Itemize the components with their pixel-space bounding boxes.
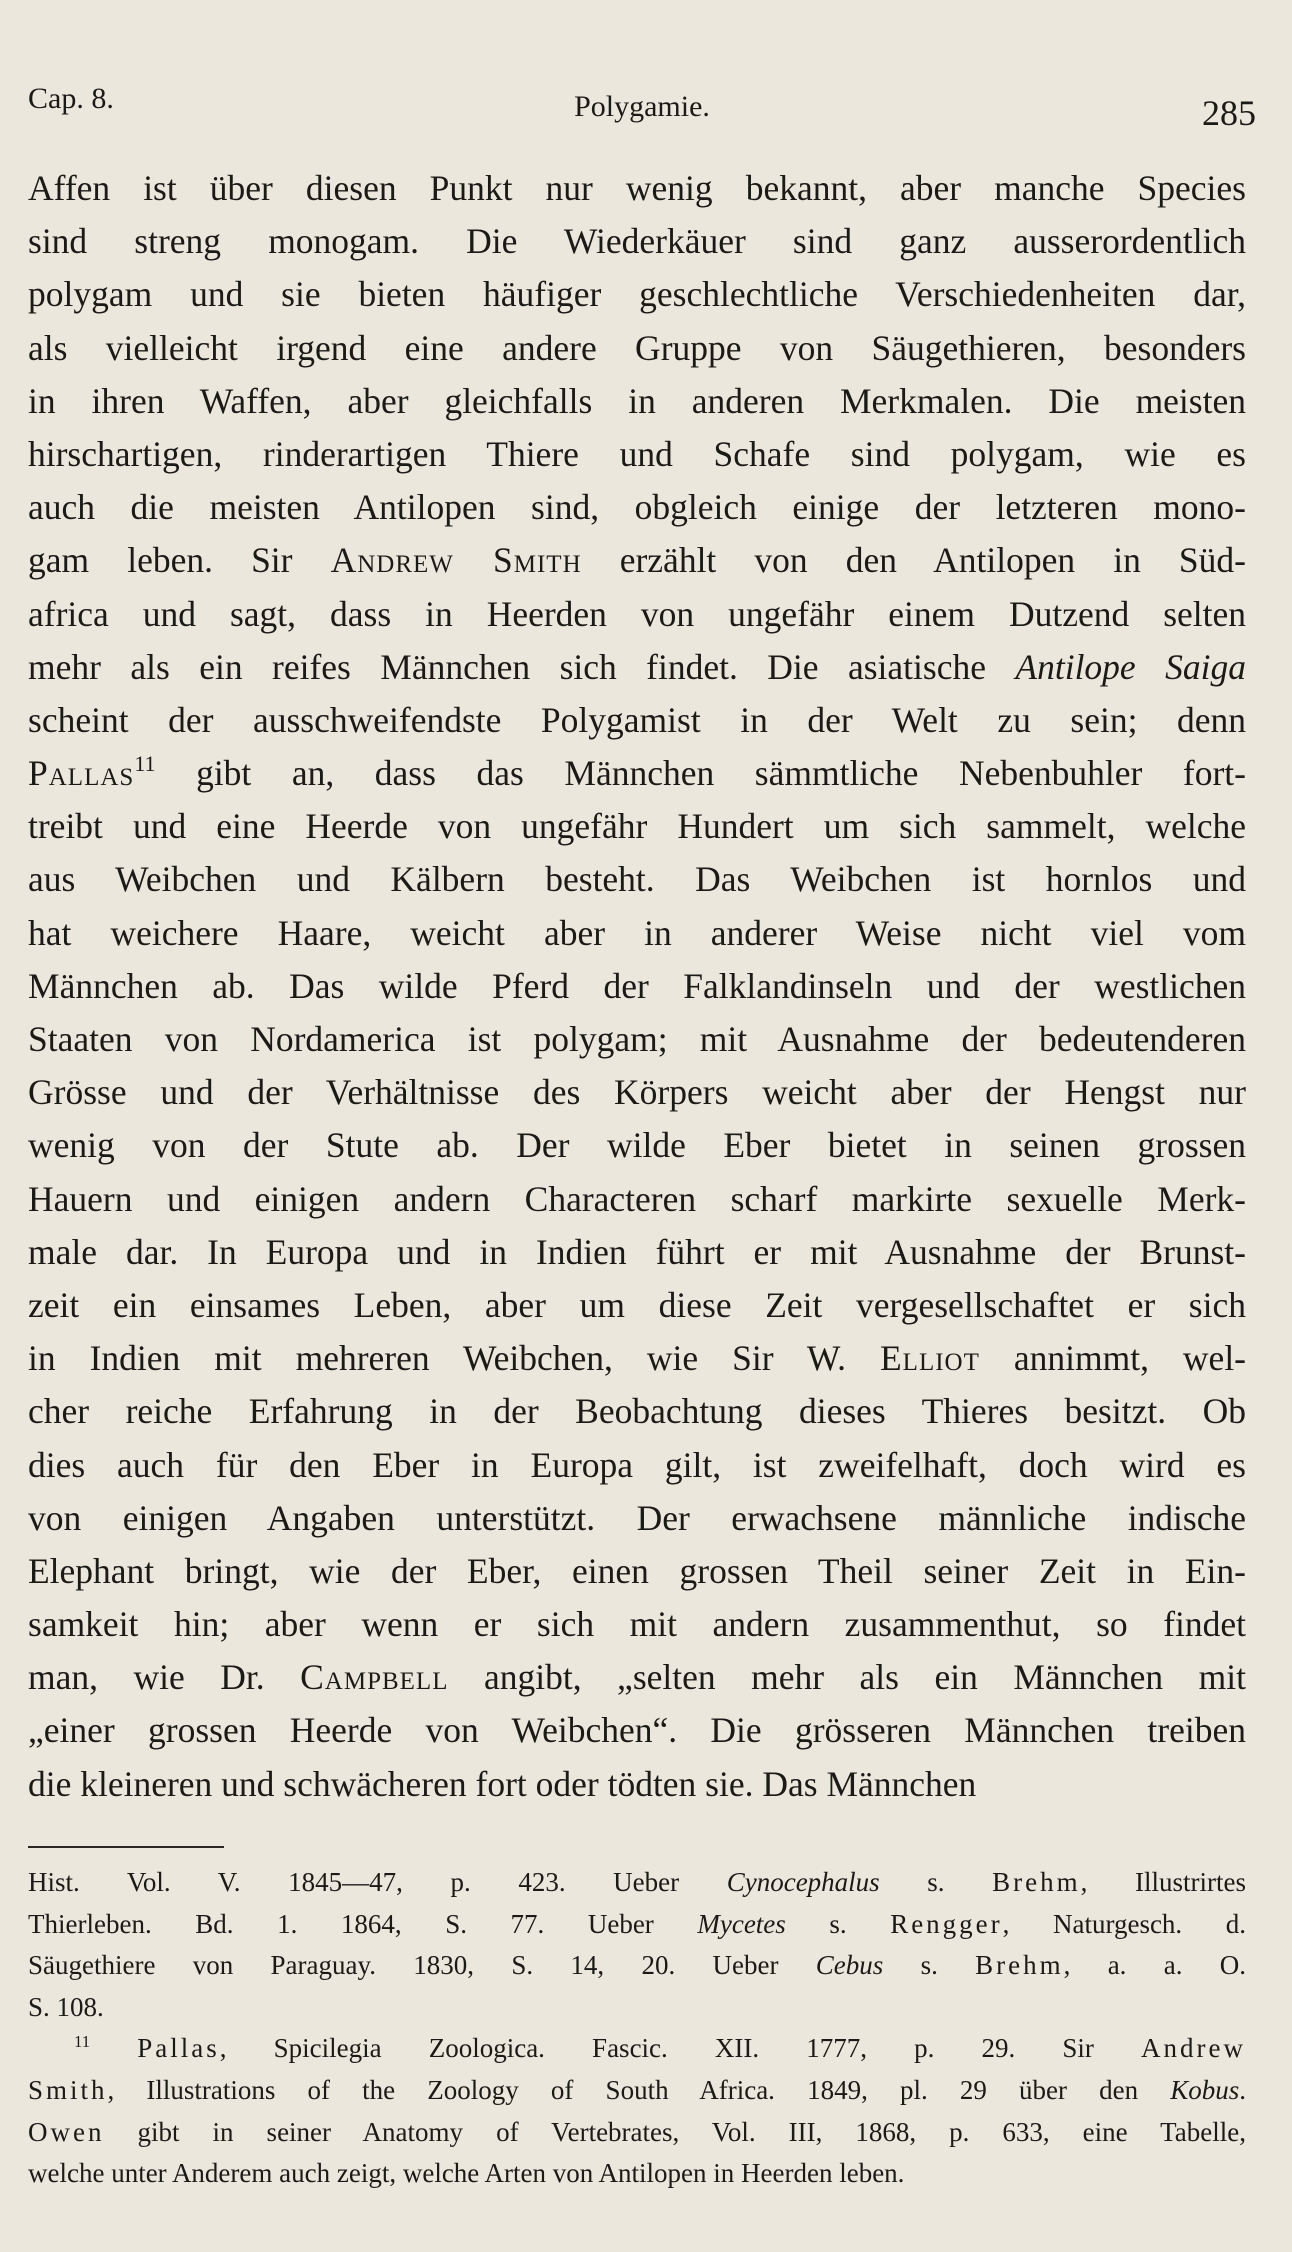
text-line: Staaten von Nordamerica ist polygam; mit Ausnahme der bedeutenderen <box>28 1019 1246 1059</box>
text-line: male dar. In Europa und in Indien führt er mit Ausnahme der Brunst- <box>28 1231 1246 1272</box>
text-line: polygam und sie bieten häufiger geschlechtliche Verschiedenheiten dar, <box>28 274 1246 315</box>
text-line: von einigen Angaben unterstützt. Der erwachsene männliche indische <box>28 1497 1246 1538</box>
text-line: zeit ein einsames Leben, aber um diese Zeit vergesellschaftet er sich <box>28 1284 1246 1325</box>
text-line: africa und sagt, dass in Heerden von ungefähr einem Dutzend selten <box>28 593 1246 634</box>
text-line: die kleineren und schwächeren fort oder tödten sie. Das Männchen <box>28 1763 977 1804</box>
species-name: Antilope Saiga <box>1015 646 1246 687</box>
text-run: , a. a. O. <box>1063 1950 1246 1981</box>
chapter-label: Cap. 8. <box>28 82 114 115</box>
footnote-line <box>28 1862 1246 1904</box>
text-line: Hauern und einigen andern Characteren scharf markirte sexuelle Merk- <box>28 1178 1246 1219</box>
text-run: mehr als ein reifes Männchen sich findet. Die asiatische <box>28 646 1016 687</box>
footnote-marker: 11 <box>134 751 156 777</box>
author-name: Pallas <box>28 753 135 794</box>
genus-name: Cebus <box>815 1950 884 1981</box>
text-run: erzählt von den Antilopen in Süd- <box>581 540 1246 581</box>
text-run: s. <box>879 1867 993 1897</box>
text-line: dies auch für den Eber in Europa gilt, ist zweifelhaft, doch wird es <box>28 1444 1246 1485</box>
footnote-line: welche unter Anderem auch zeigt, welche Arten von Antilopen in Heerden leben. <box>28 2158 905 2189</box>
author-name: Elliot <box>879 1338 980 1379</box>
page-number: 285 <box>1202 93 1256 133</box>
text-line <box>28 1651 1246 1704</box>
text-run: Thierleben. Bd. 1. 1864, S. 77. Ueber <box>28 1908 698 1939</box>
author-name: Andrew <box>1141 2033 1246 2064</box>
text-line: in ihren Waffen, aber gleichfalls in anderen Merkmalen. Die meisten <box>28 380 1246 421</box>
text-line: Affen ist über diesen Punkt nur wenig bekannt, aber manche Species <box>28 168 1246 208</box>
footnote-line: S. 108. <box>28 1991 104 2022</box>
text-line: hirschartigen, rinderartigen Thiere und Schafe sind polygam, wie es <box>28 433 1246 474</box>
text-line: scheint der ausschweifendste Polygamist in der Welt zu sein; denn <box>28 699 1246 740</box>
text-line <box>28 534 1246 587</box>
text-line: hat weichere Haare, weicht aber in anderer Weise nicht viel vom <box>28 912 1246 953</box>
text-run: gibt in seiner Anatomy of Vertebrates, Vol. III, 1868, p. 633, eine Tabelle, <box>104 2116 1246 2147</box>
text-line <box>28 641 1246 694</box>
text-line: „einer grossen Heerde von Weibchen“. Die grösseren Männchen treiben <box>28 1710 1246 1751</box>
text-run: , Spicilegia Zoologica. Fascic. XII. 1777, p. 29. Sir <box>219 2033 1142 2064</box>
text-line: wenig von der Stute ab. Der wilde Eber bietet in seinen grossen <box>28 1125 1246 1166</box>
text-line: Elephant bringt, wie der Eber, einen grossen Theil seiner Zeit in Ein- <box>28 1550 1246 1591</box>
footnote-rule <box>28 1846 224 1848</box>
author-name: Smith <box>28 2074 108 2105</box>
text-line: als vielleicht irgend eine andere Gruppe von Säugethieren, besonders <box>28 327 1246 368</box>
text-line: cher reiche Erfahrung in der Beobachtung dieses Thieres besitzt. Ob <box>28 1391 1246 1432</box>
text-run: Säugethiere von Paraguay. 1830, S. 14, 20. Ueber <box>28 1950 816 1981</box>
text-line: sind streng monogam. Die Wiederkäuer sind ganz ausserordentlich <box>28 221 1246 262</box>
footnotes <box>28 1862 1246 2195</box>
text-line: Grösse und der Verhältnisse des Körpers weicht aber der Hengst nur <box>28 1072 1246 1113</box>
text-run: gam leben. Sir <box>28 540 293 581</box>
genus-name: Cynocephalus <box>726 1867 880 1897</box>
footnote-line <box>28 2070 1246 2112</box>
running-title: Polygamie. <box>574 90 710 123</box>
text-run: annimmt, wel- <box>979 1338 1246 1379</box>
author-name: Pallas <box>137 2033 220 2064</box>
author-name: Andrew Smith <box>330 540 582 581</box>
text-line: Männchen ab. Das wilde Pferd der Falklandinseln und der westlichen <box>28 965 1246 1006</box>
author-name: Rengger <box>890 1908 1003 1939</box>
text-run: , Illustrations of the Zoology of South Africa. 1849, pl. 29 über den <box>107 2074 1171 2105</box>
text-run: angibt, „selten mehr als ein Männchen mit <box>448 1657 1246 1698</box>
text-line: aus Weibchen und Kälbern besteht. Das Weibchen ist hornlos und <box>28 859 1246 900</box>
text-line: auch die meisten Antilopen sind, obgleich einige der letzteren mono- <box>28 487 1246 528</box>
text-run: , Naturgesch. d. <box>1002 1908 1246 1939</box>
text-line: samkeit hin; aber wenn er sich mit andern zusammenthut, so findet <box>28 1604 1246 1645</box>
text-line: treibt und eine Heerde von ungefähr Hundert um sich sammelt, welche <box>28 806 1246 847</box>
text-run: in Indien mit mehreren Weibchen, wie Sir W. <box>28 1338 846 1379</box>
footnote-line: Thierleben. Bd. 1. 1864, S. 77. Ueber Mycetes s. Rengger, Naturgesch. d. <box>28 1908 1246 1939</box>
author-name: Campbell <box>300 1657 449 1698</box>
running-header <box>28 82 1256 132</box>
text-line <box>28 747 1246 800</box>
genus-name: Kobus <box>1170 2074 1240 2105</box>
main-text <box>28 162 1246 1811</box>
text-run: gibt an, dass das Männchen sämmtliche Nebenbuhler fort- <box>155 753 1246 794</box>
text-run: man, wie Dr. <box>28 1657 265 1698</box>
footnote-line <box>28 2112 1246 2154</box>
footnote-line <box>28 2028 1246 2070</box>
footnote-number: 11 <box>74 2032 91 2052</box>
author-name: Brehm <box>975 1950 1064 1981</box>
author-name: Brehm <box>992 1867 1081 1897</box>
text-run: Hist. Vol. V. 1845—47, p. 423. Ueber <box>28 1867 727 1897</box>
footnote-line: Säugethiere von Paraguay. 1830, S. 14, 20. Ueber Cebus s. Brehm, a. a. O. <box>28 1950 1246 1981</box>
text-line <box>28 1332 1246 1385</box>
genus-name: Mycetes <box>697 1908 786 1939</box>
text-run: , Illustrirtes <box>1080 1867 1246 1897</box>
author-name: Owen <box>28 2116 105 2147</box>
text-run: . <box>1239 2074 1246 2105</box>
